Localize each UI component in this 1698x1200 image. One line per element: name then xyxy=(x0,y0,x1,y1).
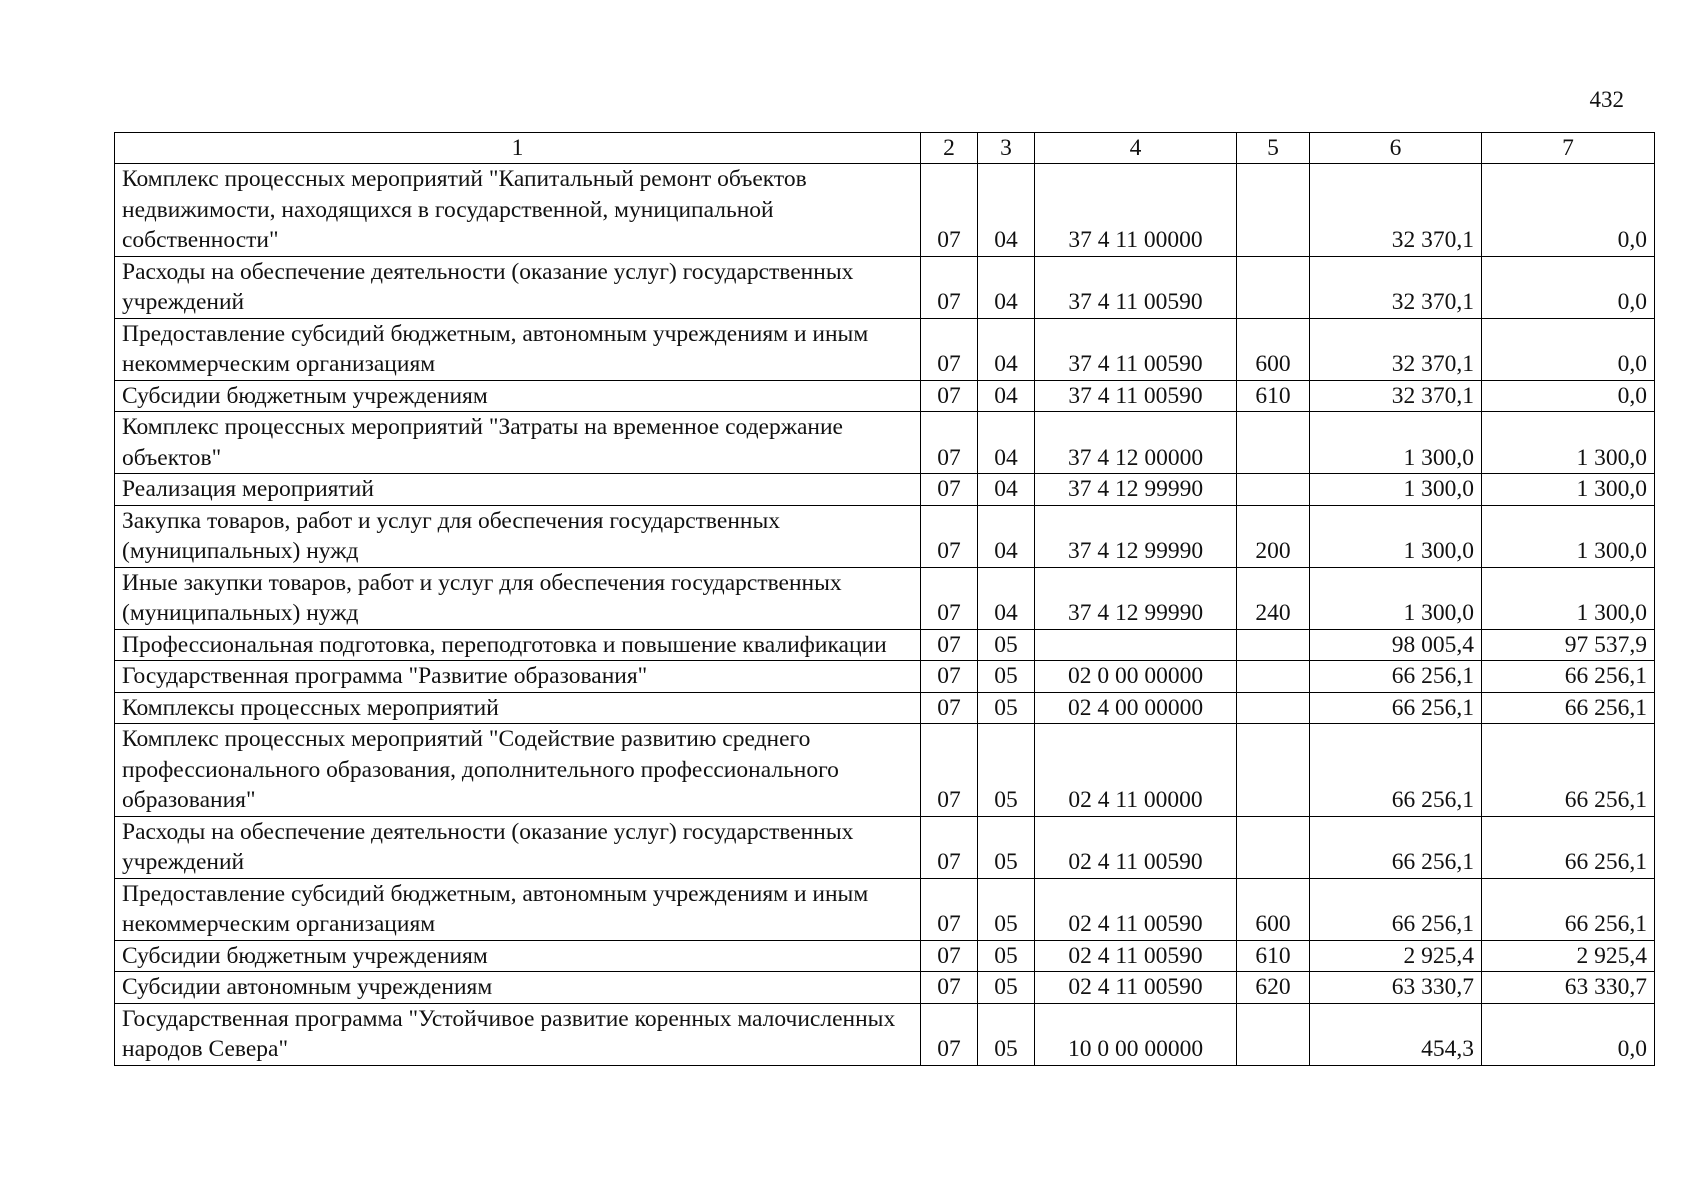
row-amount-col6: 63 330,7 xyxy=(1310,972,1482,1004)
row-amount-col6: 98 005,4 xyxy=(1310,629,1482,661)
row-subsection-code: 04 xyxy=(978,567,1035,629)
row-expense-type-code: 620 xyxy=(1237,972,1310,1004)
row-expense-type-code xyxy=(1237,629,1310,661)
row-target-article-code: 37 4 11 00590 xyxy=(1035,380,1237,412)
row-amount-col7: 63 330,7 xyxy=(1482,972,1655,1004)
table-row xyxy=(115,567,1655,629)
table-row xyxy=(115,380,1655,412)
row-amount-col6: 66 256,1 xyxy=(1310,661,1482,693)
table-row xyxy=(115,164,1655,257)
table-row xyxy=(115,318,1655,380)
row-amount-col6: 1 300,0 xyxy=(1310,412,1482,474)
row-expense-type-code xyxy=(1237,474,1310,506)
row-expense-type-code xyxy=(1237,692,1310,724)
row-expense-type-code xyxy=(1237,816,1310,878)
table-row xyxy=(115,692,1655,724)
row-subsection-code: 05 xyxy=(978,692,1035,724)
row-name: Расходы на обеспечение деятельности (оказание услуг) государственных учреждений xyxy=(115,816,921,878)
row-section-code: 07 xyxy=(921,878,978,940)
row-amount-col7: 1 300,0 xyxy=(1482,474,1655,506)
row-name: Комплекс процессных мероприятий "Затраты на временное содержание объектов" xyxy=(115,412,921,474)
row-expense-type-code xyxy=(1237,661,1310,693)
row-name: Расходы на обеспечение деятельности (оказание услуг) государственных учреждений xyxy=(115,256,921,318)
row-section-code: 07 xyxy=(921,1003,978,1065)
header-cell-2: 2 xyxy=(921,133,978,164)
row-name: Субсидии бюджетным учреждениям xyxy=(115,380,921,412)
table-row xyxy=(115,412,1655,474)
row-name: Предоставление субсидий бюджетным, автономным учреждениям и иным некоммерческим организациям xyxy=(115,878,921,940)
row-amount-col7: 66 256,1 xyxy=(1482,816,1655,878)
row-target-article-code: 02 4 11 00590 xyxy=(1035,816,1237,878)
row-amount-col7: 66 256,1 xyxy=(1482,724,1655,817)
table-row xyxy=(115,1003,1655,1065)
table-row xyxy=(115,474,1655,506)
row-amount-col6: 1 300,0 xyxy=(1310,474,1482,506)
page-number: 432 xyxy=(1589,87,1624,112)
header-cell-3: 3 xyxy=(978,133,1035,164)
table-row xyxy=(115,724,1655,817)
row-name: Реализация мероприятий xyxy=(115,474,921,506)
row-section-code: 07 xyxy=(921,661,978,693)
row-subsection-code: 05 xyxy=(978,816,1035,878)
row-amount-col6: 32 370,1 xyxy=(1310,318,1482,380)
row-expense-type-code: 240 xyxy=(1237,567,1310,629)
row-target-article-code: 02 4 11 00590 xyxy=(1035,878,1237,940)
row-amount-col6: 2 925,4 xyxy=(1310,940,1482,972)
row-amount-col6: 66 256,1 xyxy=(1310,878,1482,940)
row-subsection-code: 04 xyxy=(978,380,1035,412)
row-subsection-code: 05 xyxy=(978,878,1035,940)
row-name: Комплексы процессных мероприятий xyxy=(115,692,921,724)
row-name: Профессиональная подготовка, переподготовка и повышение квалификации xyxy=(115,629,921,661)
row-section-code: 07 xyxy=(921,972,978,1004)
row-expense-type-code: 600 xyxy=(1237,318,1310,380)
row-name: Предоставление субсидий бюджетным, автономным учреждениям и иным некоммерческим организациям xyxy=(115,318,921,380)
row-expense-type-code xyxy=(1237,412,1310,474)
row-amount-col6: 32 370,1 xyxy=(1310,256,1482,318)
row-amount-col6: 66 256,1 xyxy=(1310,692,1482,724)
row-name: Государственная программа "Устойчивое развитие коренных малочисленных народов Севера" xyxy=(115,1003,921,1065)
row-target-article-code xyxy=(1035,629,1237,661)
budget-table xyxy=(114,132,1655,1066)
row-amount-col7: 66 256,1 xyxy=(1482,878,1655,940)
row-section-code: 07 xyxy=(921,629,978,661)
row-subsection-code: 05 xyxy=(978,629,1035,661)
table-row xyxy=(115,661,1655,693)
row-amount-col7: 0,0 xyxy=(1482,256,1655,318)
row-name: Субсидии автономным учреждениям xyxy=(115,972,921,1004)
header-cell-4: 4 xyxy=(1035,133,1237,164)
row-subsection-code: 05 xyxy=(978,724,1035,817)
row-amount-col7: 66 256,1 xyxy=(1482,692,1655,724)
row-name: Комплекс процессных мероприятий "Капитальный ремонт объектов недвижимости, находящихся в государственной, муниципальной собственности" xyxy=(115,164,921,257)
header-cell-5: 5 xyxy=(1237,133,1310,164)
row-amount-col7: 97 537,9 xyxy=(1482,629,1655,661)
table-row xyxy=(115,629,1655,661)
row-expense-type-code xyxy=(1237,724,1310,817)
row-amount-col7: 0,0 xyxy=(1482,1003,1655,1065)
row-amount-col7: 0,0 xyxy=(1482,380,1655,412)
row-subsection-code: 05 xyxy=(978,972,1035,1004)
table-header-row xyxy=(115,133,1655,164)
row-subsection-code: 05 xyxy=(978,940,1035,972)
row-amount-col6: 66 256,1 xyxy=(1310,724,1482,817)
row-target-article-code: 37 4 12 99990 xyxy=(1035,474,1237,506)
table-row xyxy=(115,505,1655,567)
row-subsection-code: 05 xyxy=(978,661,1035,693)
row-name: Иные закупки товаров, работ и услуг для обеспечения государственных (муниципальных) нужд xyxy=(115,567,921,629)
row-target-article-code: 10 0 00 00000 xyxy=(1035,1003,1237,1065)
row-expense-type-code xyxy=(1237,256,1310,318)
row-target-article-code: 37 4 11 00590 xyxy=(1035,256,1237,318)
header-cell-6: 6 xyxy=(1310,133,1482,164)
row-subsection-code: 04 xyxy=(978,412,1035,474)
row-target-article-code: 37 4 11 00000 xyxy=(1035,164,1237,257)
row-target-article-code: 02 0 00 00000 xyxy=(1035,661,1237,693)
row-amount-col7: 1 300,0 xyxy=(1482,567,1655,629)
row-amount-col6: 1 300,0 xyxy=(1310,505,1482,567)
row-name: Закупка товаров, работ и услуг для обеспечения государственных (муниципальных) нужд xyxy=(115,505,921,567)
row-target-article-code: 02 4 11 00000 xyxy=(1035,724,1237,817)
row-subsection-code: 04 xyxy=(978,505,1035,567)
row-subsection-code: 05 xyxy=(978,1003,1035,1065)
row-section-code: 07 xyxy=(921,318,978,380)
row-subsection-code: 04 xyxy=(978,318,1035,380)
row-name: Комплекс процессных мероприятий "Содействие развитию среднего профессионального образования, дополнительного профессионального образования" xyxy=(115,724,921,817)
row-section-code: 07 xyxy=(921,164,978,257)
row-amount-col7: 1 300,0 xyxy=(1482,505,1655,567)
table-row xyxy=(115,256,1655,318)
row-target-article-code: 02 4 00 00000 xyxy=(1035,692,1237,724)
row-section-code: 07 xyxy=(921,380,978,412)
table-row xyxy=(115,940,1655,972)
row-name: Субсидии бюджетным учреждениям xyxy=(115,940,921,972)
row-amount-col6: 454,3 xyxy=(1310,1003,1482,1065)
row-section-code: 07 xyxy=(921,256,978,318)
row-expense-type-code xyxy=(1237,164,1310,257)
row-amount-col6: 32 370,1 xyxy=(1310,380,1482,412)
row-target-article-code: 02 4 11 00590 xyxy=(1035,972,1237,1004)
row-section-code: 07 xyxy=(921,816,978,878)
row-subsection-code: 04 xyxy=(978,164,1035,257)
row-amount-col6: 1 300,0 xyxy=(1310,567,1482,629)
row-target-article-code: 37 4 12 99990 xyxy=(1035,505,1237,567)
row-section-code: 07 xyxy=(921,692,978,724)
row-amount-col7: 0,0 xyxy=(1482,164,1655,257)
row-target-article-code: 37 4 12 00000 xyxy=(1035,412,1237,474)
row-subsection-code: 04 xyxy=(978,256,1035,318)
row-section-code: 07 xyxy=(921,474,978,506)
row-section-code: 07 xyxy=(921,567,978,629)
table-row xyxy=(115,972,1655,1004)
header-cell-7: 7 xyxy=(1482,133,1655,164)
row-subsection-code: 04 xyxy=(978,474,1035,506)
row-amount-col7: 1 300,0 xyxy=(1482,412,1655,474)
row-name: Государственная программа "Развитие образования" xyxy=(115,661,921,693)
row-expense-type-code: 610 xyxy=(1237,940,1310,972)
row-expense-type-code xyxy=(1237,1003,1310,1065)
row-amount-col6: 32 370,1 xyxy=(1310,164,1482,257)
row-section-code: 07 xyxy=(921,724,978,817)
header-cell-1: 1 xyxy=(115,133,921,164)
table-row xyxy=(115,878,1655,940)
row-amount-col7: 66 256,1 xyxy=(1482,661,1655,693)
row-amount-col7: 2 925,4 xyxy=(1482,940,1655,972)
row-amount-col6: 66 256,1 xyxy=(1310,816,1482,878)
row-section-code: 07 xyxy=(921,412,978,474)
row-expense-type-code: 600 xyxy=(1237,878,1310,940)
row-expense-type-code: 610 xyxy=(1237,380,1310,412)
row-target-article-code: 37 4 11 00590 xyxy=(1035,318,1237,380)
row-expense-type-code: 200 xyxy=(1237,505,1310,567)
row-target-article-code: 02 4 11 00590 xyxy=(1035,940,1237,972)
row-target-article-code: 37 4 12 99990 xyxy=(1035,567,1237,629)
row-section-code: 07 xyxy=(921,505,978,567)
row-amount-col7: 0,0 xyxy=(1482,318,1655,380)
table-row xyxy=(115,816,1655,878)
row-section-code: 07 xyxy=(921,940,978,972)
